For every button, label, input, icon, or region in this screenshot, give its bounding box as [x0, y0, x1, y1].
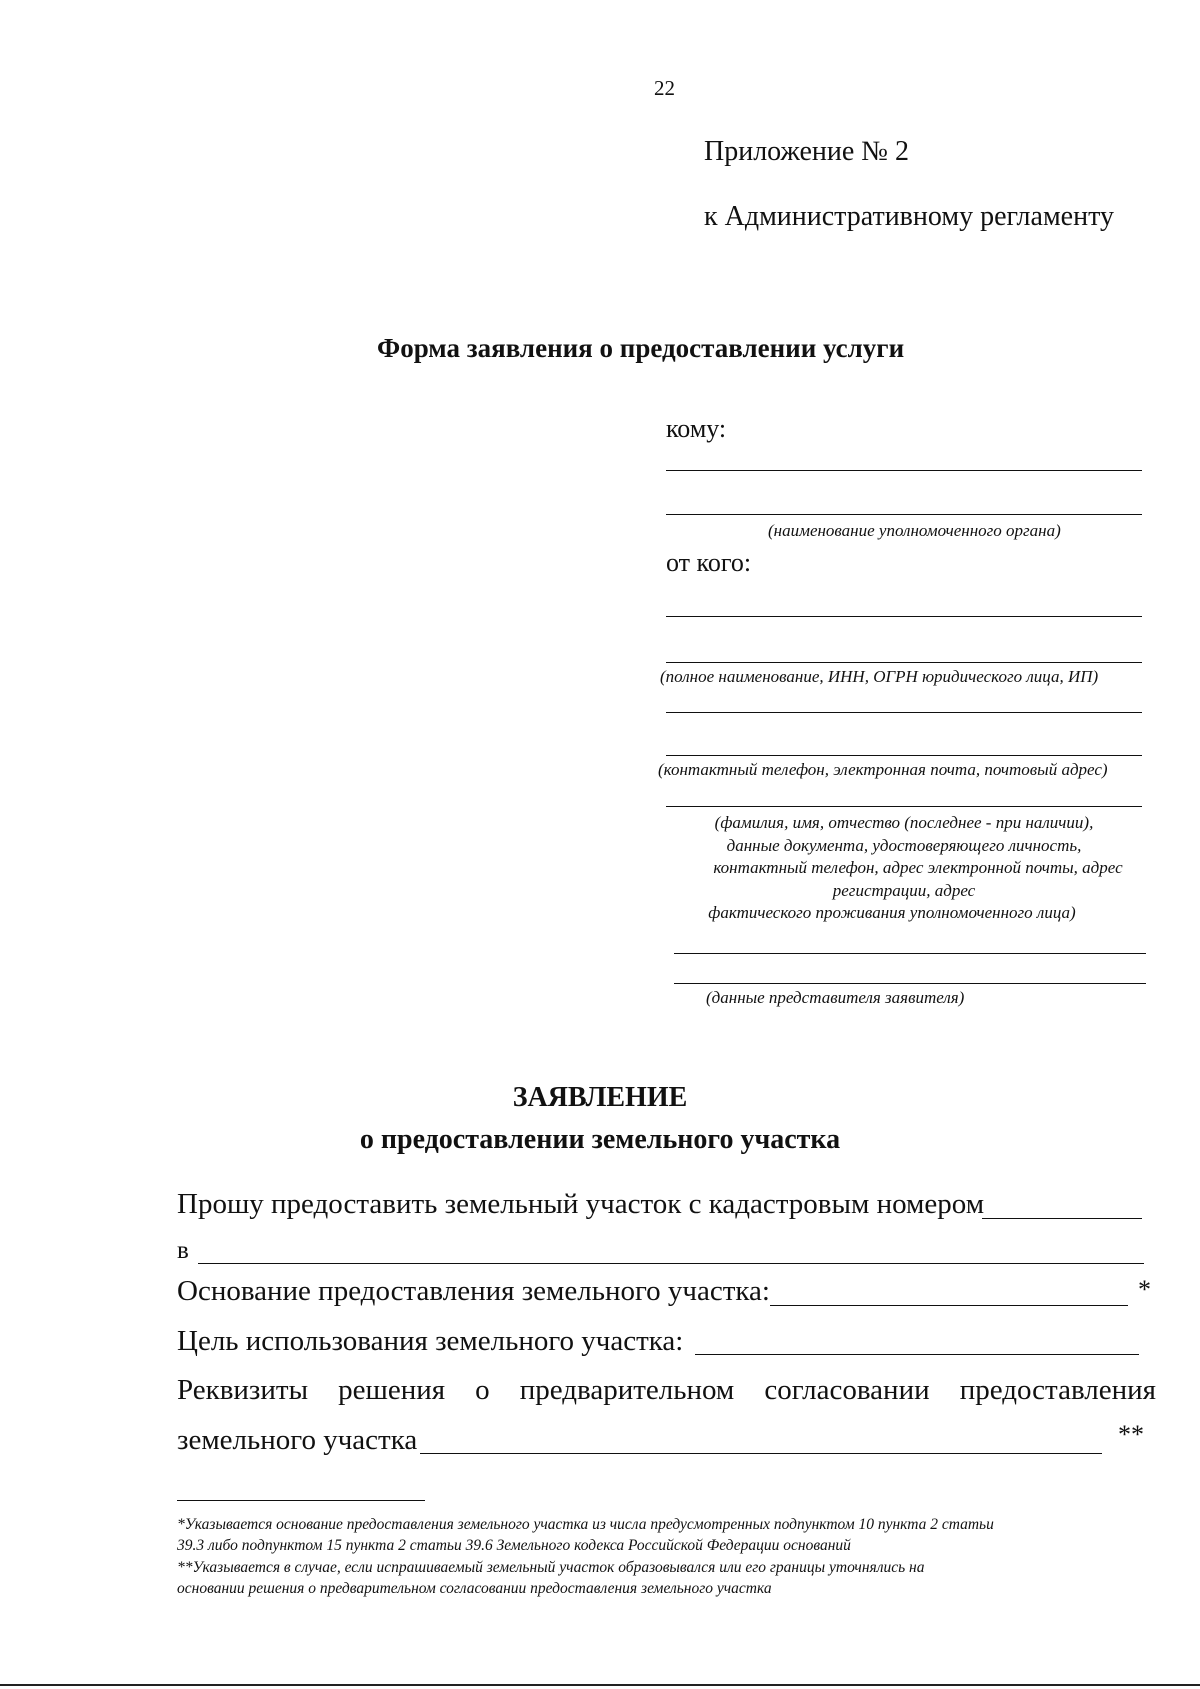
from-caption-contacts: (контактный телефон, электронная почта, почтовый адрес): [658, 760, 1108, 779]
purpose-field[interactable]: [695, 1354, 1139, 1355]
basis-footnote-mark: *: [1138, 1275, 1151, 1304]
person-caption-2: данные документа, удостоверяющего личность,: [726, 836, 1082, 855]
footnote-1-line-2: 39.3 либо подпунктом 15 пункта 2 статьи 39.6 Земельного кодекса Российской Федерации оснований: [177, 1537, 851, 1554]
location-field[interactable]: [198, 1263, 1144, 1264]
representative-line-1[interactable]: [674, 953, 1146, 954]
to-caption: (наименование уполномоченного органа): [768, 521, 1061, 540]
to-line-1[interactable]: [666, 470, 1142, 471]
from-line-2[interactable]: [666, 662, 1142, 663]
footnote-2-line-1: **Указывается в случае, если испрашиваемый земельный участок образовывался или его границы уточнялись на: [177, 1559, 925, 1576]
decision-footnote-mark: **: [1118, 1420, 1144, 1449]
footnote-2-line-2: основании решения о предварительном согласовании предоставления земельного участка: [177, 1580, 772, 1597]
decision-word-1: Реквизиты: [177, 1374, 309, 1406]
decision-word-2: решения: [338, 1374, 446, 1406]
representative-line-2[interactable]: [674, 983, 1146, 984]
from-caption-legal: (полное наименование, ИНН, ОГРН юридического лица, ИП): [660, 667, 1099, 686]
decision-details-line: [177, 1374, 1156, 1407]
basis-field[interactable]: [770, 1305, 1128, 1306]
appendix-number: Приложение № 2: [704, 136, 909, 167]
from-line-1[interactable]: [666, 616, 1142, 617]
location-prefix: в: [177, 1237, 189, 1264]
from-line-3[interactable]: [666, 712, 1142, 713]
representative-caption: (данные представителя заявителя): [706, 988, 965, 1007]
land-plot-label: земельного участка: [177, 1424, 418, 1456]
from-label: от кого:: [666, 548, 752, 577]
person-caption-3: контактный телефон, адрес электронной почты, адрес: [713, 858, 1123, 877]
from-line-4[interactable]: [666, 755, 1142, 756]
statement-subtitle: о предоставлении земельного участка: [359, 1124, 841, 1155]
appendix-regulation: к Административному регламенту: [704, 201, 1114, 232]
page-number: 22: [654, 76, 675, 100]
decision-word-5: согласовании: [764, 1374, 930, 1406]
person-caption-1: (фамилия, имя, отчество (последнее - при наличии),: [714, 813, 1094, 832]
to-line-2[interactable]: [666, 514, 1142, 515]
footnote-1-line-1: *Указывается основание предоставления земельного участка из числа предусмотренных подпунктом 10 пункта 2 статьи: [177, 1516, 994, 1533]
person-caption-5: фактического проживания уполномоченного лица): [708, 903, 1076, 922]
footnote-separator: [177, 1500, 425, 1501]
decision-details-field[interactable]: [420, 1453, 1102, 1454]
to-label: кому:: [666, 414, 727, 443]
person-caption-4: регистрации, адрес: [832, 881, 976, 900]
from-line-5[interactable]: [666, 806, 1142, 807]
decision-word-6: предоставления: [959, 1374, 1156, 1406]
cadastral-number-field[interactable]: [982, 1218, 1142, 1219]
cadastral-request: Прошу предоставить земельный участок с кадастровым номером: [177, 1188, 985, 1220]
statement-title: ЗАЯВЛЕНИЕ: [512, 1082, 688, 1113]
purpose-label: Цель использования земельного участка:: [177, 1325, 684, 1357]
decision-word-4: предварительном: [519, 1374, 735, 1406]
scan-bottom-edge: [0, 1684, 1200, 1686]
basis-label: Основание предоставления земельного участка:: [177, 1275, 770, 1307]
form-title: Форма заявления о предоставлении услуги: [377, 333, 905, 363]
decision-word-3: о: [475, 1374, 490, 1406]
